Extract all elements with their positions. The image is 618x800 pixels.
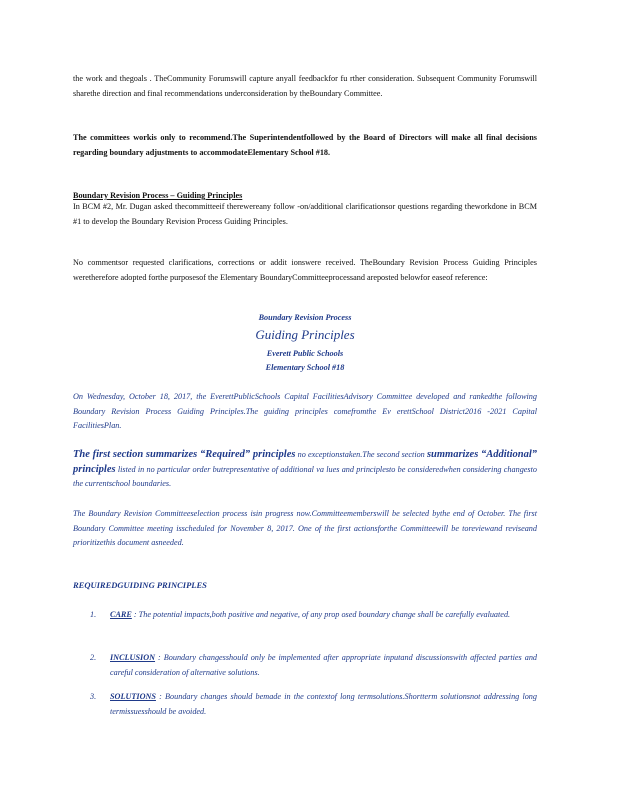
sections-text-1: no exceptionstaken.The second section: [297, 450, 425, 459]
principle-keyword: CARE: [110, 610, 132, 619]
additional-summary-emphasis: summarizes “Additional” principles: [73, 449, 538, 475]
sections-paragraph: [73, 448, 537, 492]
doc-title-line-3: Everett Public Schools: [266, 349, 344, 358]
list-number: 3.: [90, 692, 97, 701]
sections-text-2: listed in no particular order butrepresentative of additional va lues and principlesto be consideredwhen considering changesto the currentschool boundaries.: [73, 464, 537, 488]
selection-paragraph: The Boundary Revision Committeeselection process isin progress now.Committeememberswill be selected bythe end of October. The first Boundary Committee meeting isscheduled for November 8, 2017. One of the first actionsforthe Committeewill be toreviewand reviseand prioritizethis document asneeded.: [73, 509, 537, 547]
required-summary-emphasis: The first section summarizes “Required” principles: [73, 449, 296, 460]
list-item: [90, 651, 537, 680]
list-item: [90, 690, 537, 719]
doc-title-line-2: Guiding Principles: [255, 327, 355, 342]
list-number: 1.: [90, 610, 97, 619]
bcm-paragraph: In BCM #2, Mr. Dugan asked thecommitteeif therewereany follow -on/additional clarificationsor questions regarding theworkdone in BCM #1 to develop the Boundary Revision Process Guiding Principles.: [73, 202, 537, 226]
section-heading: Boundary Revision Process – Guiding Principles: [73, 191, 243, 200]
principle-keyword: INCLUSION: [110, 653, 156, 662]
adoption-paragraph: No commentsor requested clarifications, corrections or addit ionswere received. TheBoundary Revision Process Guiding Principles weretherefore adopted forthe purposesof the Elementary BoundaryCommitteeprocessand areposted belowfor easeof reference:: [73, 258, 537, 282]
list-item: [90, 608, 537, 623]
doc-title-line-1: Boundary Revision Process: [258, 313, 352, 322]
required-principles-title: REQUIREDGUIDING PRINCIPLES: [73, 580, 207, 590]
principle-text: : Boundary changesshould only be implemented after appropriate inputand discussionswith affected parties and careful consideration of alternative solutions.: [110, 653, 538, 677]
intro-paragraph: the work and thegoals . TheCommunity Forumswill capture anyall feedbackfor fu rther consideration. Subsequent Community Forumswill sharethe direction and final recommendations underconsideration by theBoundary Committee.: [73, 74, 537, 98]
principles-intro-paragraph: On Wednesday, October 18, 2017, the EverettPublicSchools Capital FacilitiesAdvisory Committee developed and rankedthe following Boundary Revision Process Guiding Principles.The guiding principles comefromthe Ev erettSchool District2016 -2021 Capital FacilitiesPlan.: [73, 392, 537, 430]
doc-title-line-4: Elementary School #18: [265, 363, 345, 372]
committee-role-paragraph: The committees workis only to recommend.The Superintendentfollowed by the Board of Directors will make all final decisions regarding boundary adjustments to accommodateElementary School #18.: [73, 133, 537, 157]
principle-keyword: SOLUTIONS: [110, 692, 156, 701]
principle-text: : Boundary changes should bemade in the contextof long termsolutions.Shortterm solutionsnot addressing long termissuesshould be avoided.: [110, 692, 537, 716]
principle-text: : The potential impacts,both positive and negative, of any prop osed boundary change shall be carefully evaluated.: [133, 610, 511, 619]
list-number: 2.: [90, 653, 97, 662]
